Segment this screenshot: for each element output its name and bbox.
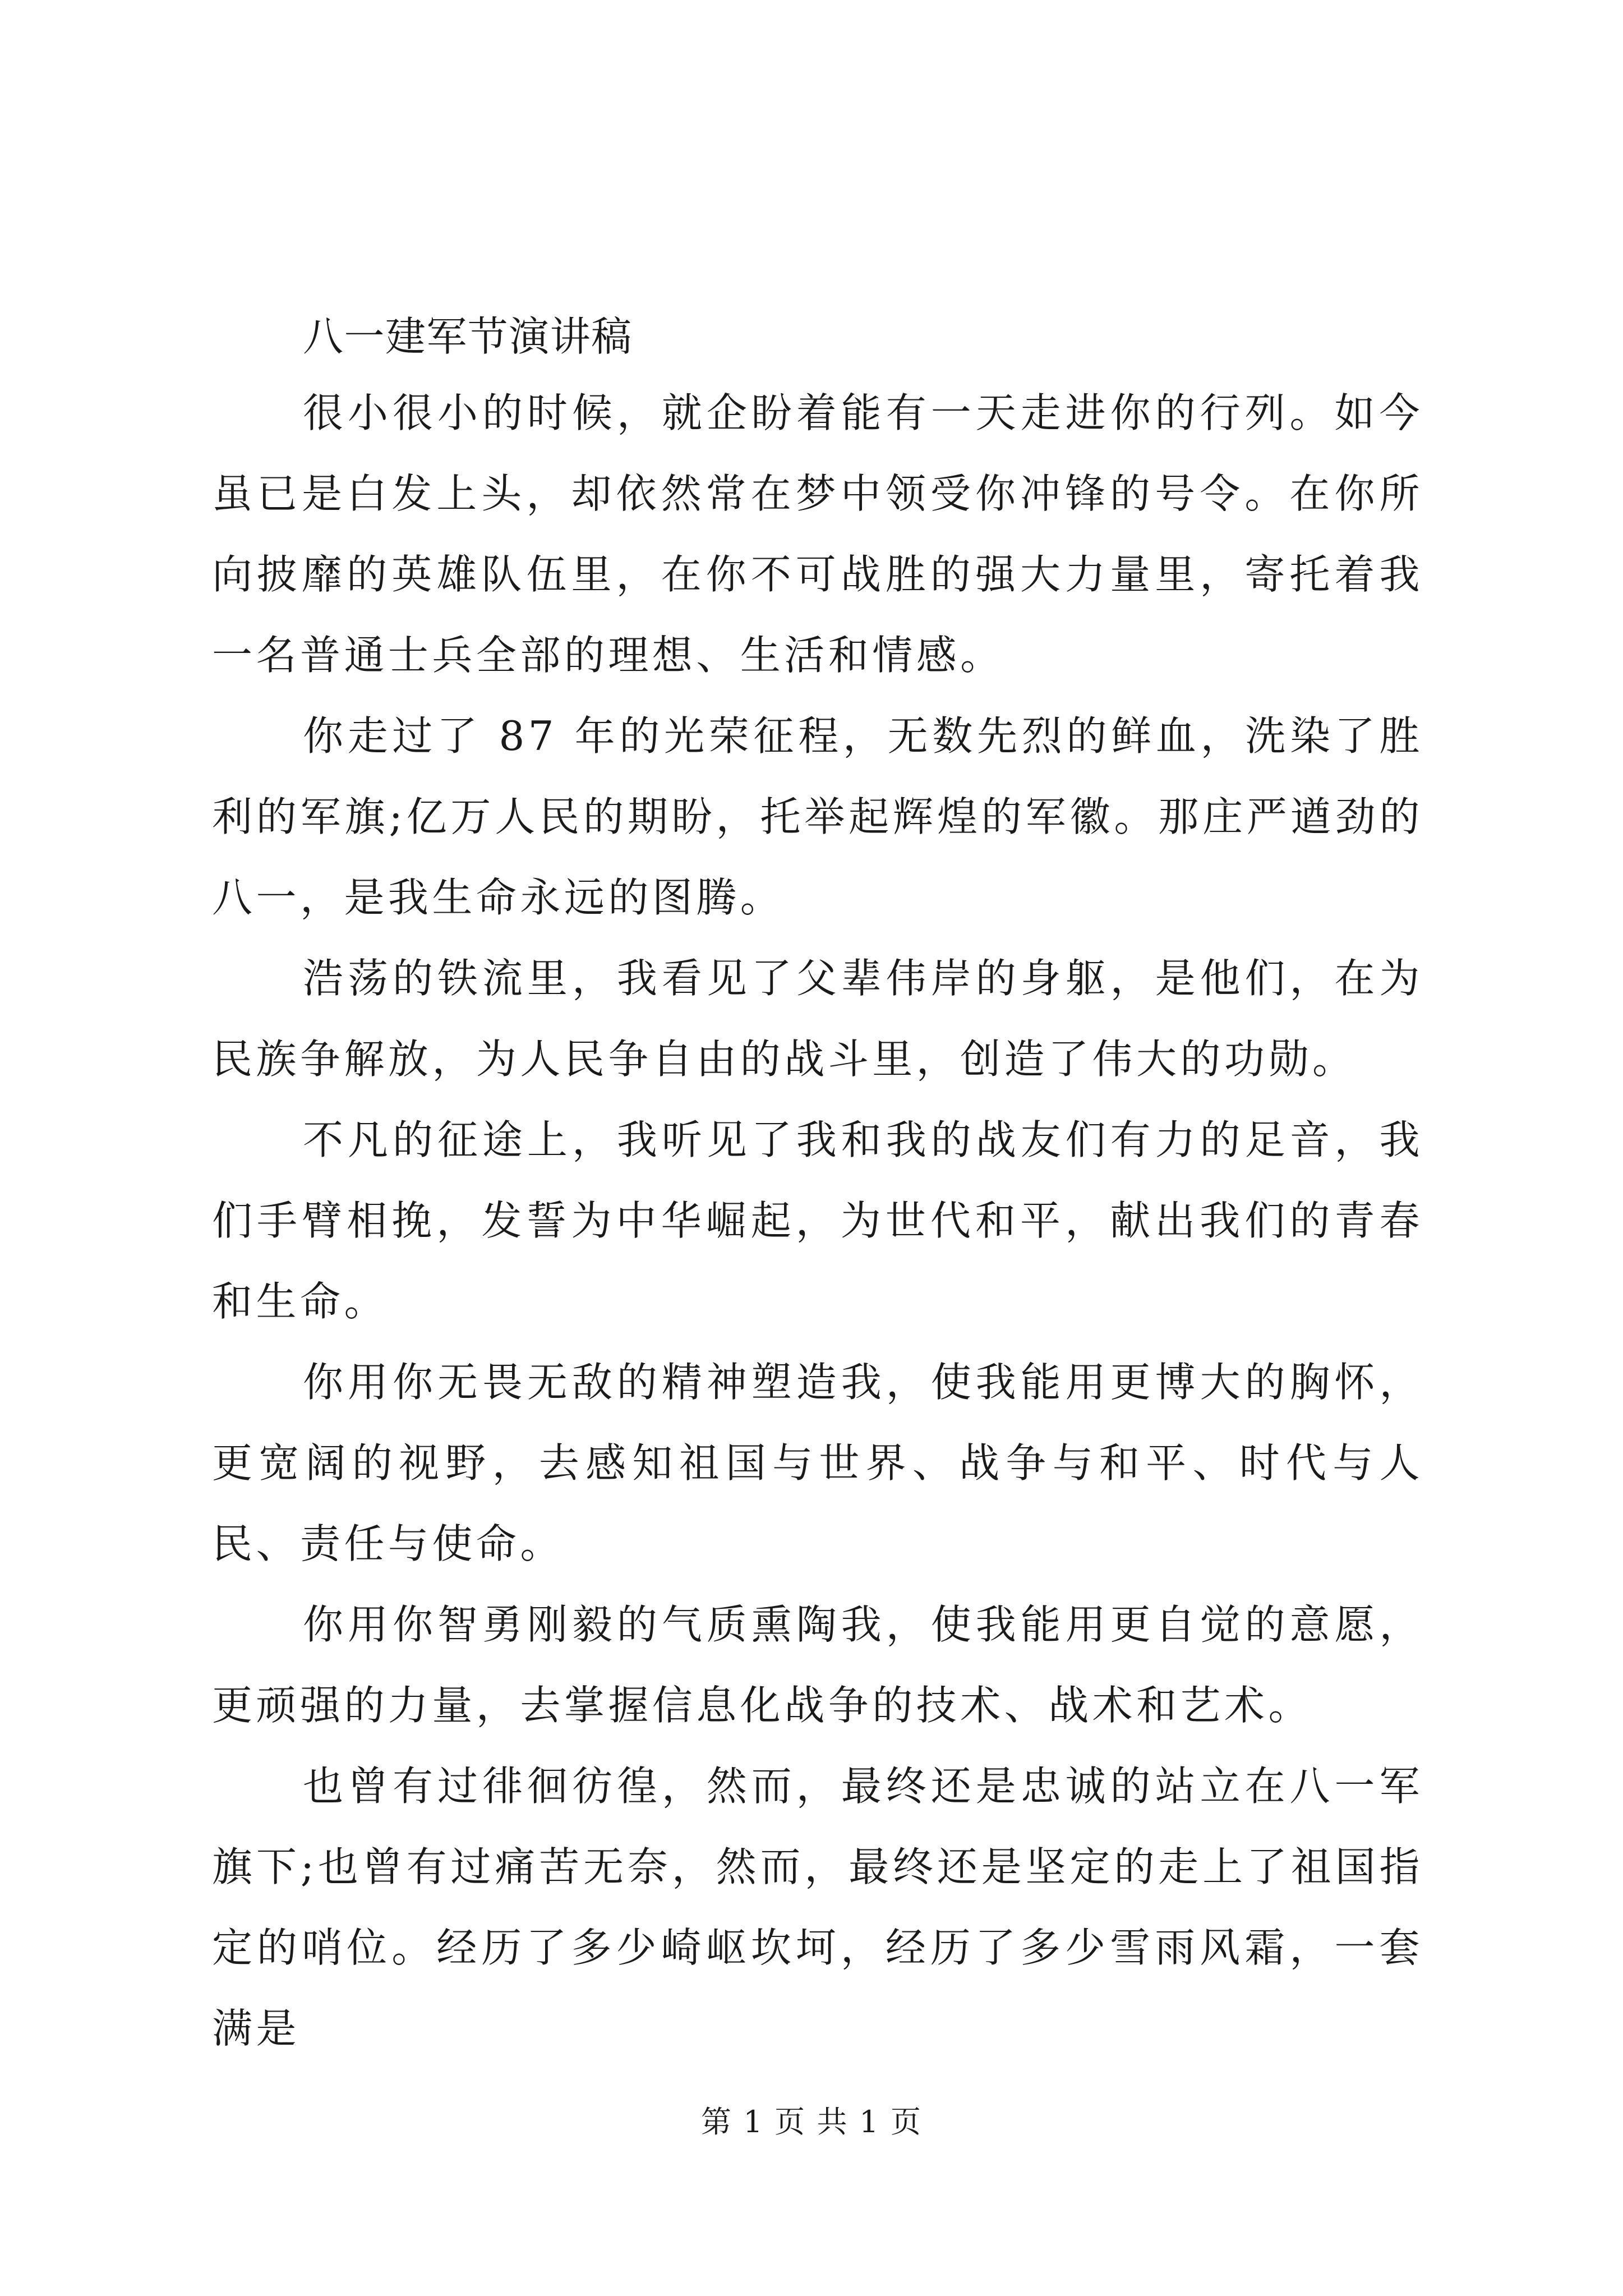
paragraph-6: 你用你智勇刚毅的气质熏陶我，使我能用更自觉的意愿，更顽强的力量，去掌握信息化战争的技术、战术和艺术。 — [212, 1601, 1423, 1729]
paragraph-2: 你走过了 87 年的光荣征程，无数先烈的鲜血，洗染了胜利的军旗;亿万人民的期盼，托举起辉煌的军徽。那庄严遒劲的八一，是我生命永远的图腾。 — [212, 712, 1423, 921]
paragraph-7: 也曾有过徘徊彷徨，然而，最终还是忠诚的站立在八一军旗下;也曾有过痛苦无奈，然而，最终还是坚定的走上了祖国指定的哨位。经历了多少崎岖坎坷，经历了多少雪雨风霜，一套满是 — [212, 1763, 1423, 2052]
document-body — [212, 303, 1423, 2069]
paragraph-5: 你用你无畏无敌的精神塑造我，使我能用更博大的胸怀，更宽阔的视野，去感知祖国与世界、战争与和平、时代与人民、责任与使命。 — [212, 1359, 1423, 1567]
paragraph-1: 很小很小的时候，就企盼着能有一天走进你的行列。如今虽已是白发上头，却依然常在梦中领受你冲锋的号令。在你所向披靡的英雄队伍里，在你不可战胜的强大力量里，寄托着我一名普通士兵全部的理想、生活和情感。 — [212, 389, 1423, 679]
page-number-footer: 第 1 页 共 1 页 — [700, 2104, 923, 2139]
paragraph-3: 浩荡的铁流里，我看见了父辈伟岸的身躯，是他们，在为民族争解放，为人民争自由的战斗里，创造了伟大的功勋。 — [212, 955, 1423, 1083]
document-title: 八一建军节演讲稿 — [303, 313, 633, 360]
paragraph-4: 不凡的征途上，我听见了我和我的战友们有力的足音，我们手臂相挽，发誓为中华崛起，为世代和平，献出我们的青春和生命。 — [212, 1116, 1423, 1325]
